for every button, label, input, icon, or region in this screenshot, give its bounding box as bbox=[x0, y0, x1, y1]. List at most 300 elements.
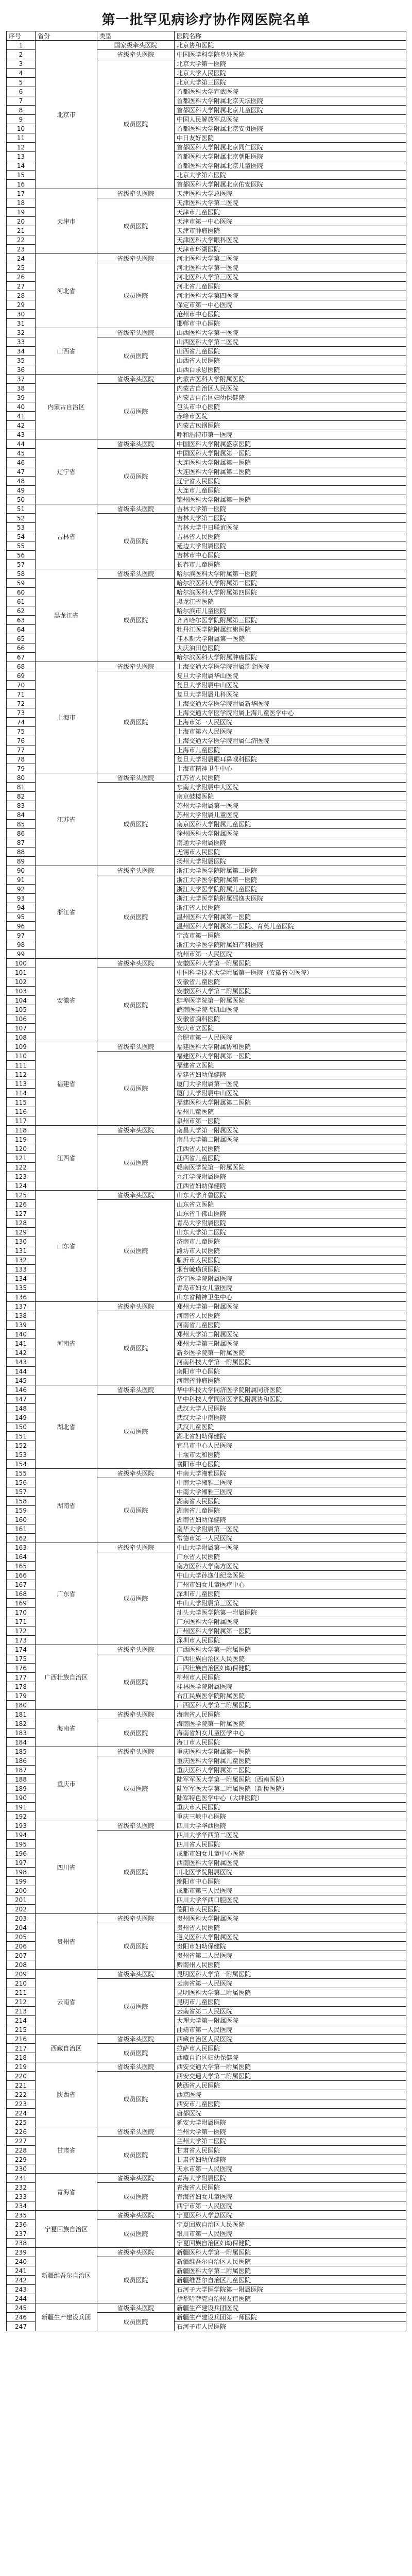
row-number: 242 bbox=[7, 2276, 36, 2285]
row-number: 127 bbox=[7, 1209, 36, 1218]
row-number: 202 bbox=[7, 1905, 36, 1914]
hospital-name-cell: 临沂市人民医院 bbox=[175, 1256, 406, 1265]
type-cell: 成员医院 bbox=[97, 1052, 175, 1126]
row-number: 161 bbox=[7, 1524, 36, 1534]
table-row bbox=[7, 2211, 406, 2220]
row-number: 9 bbox=[7, 115, 36, 124]
row-number: 170 bbox=[7, 1608, 36, 1617]
hospital-name-cell: 川北医学院附属医院 bbox=[175, 1868, 406, 1877]
row-number: 51 bbox=[7, 504, 36, 514]
hospital-name-cell: 上海交通大学医学院附属瑞金医院 bbox=[175, 662, 406, 671]
row-number: 107 bbox=[7, 1024, 36, 1033]
table-row bbox=[7, 254, 406, 263]
type-cell: 省级牵头医院 bbox=[97, 1914, 175, 1923]
hospital-name-cell: 曲靖市第一人民医院 bbox=[175, 2025, 406, 2035]
hospital-name-cell: 西安交通大学第二附属医院 bbox=[175, 2072, 406, 2081]
row-number: 99 bbox=[7, 950, 36, 959]
hospital-name-cell: 上海交通大学医学院附属新华医院 bbox=[175, 699, 406, 708]
table-row bbox=[7, 773, 406, 783]
hospital-name-cell: 宁夏回族自治区人民医院 bbox=[175, 2220, 406, 2229]
province-cell: 贵州省 bbox=[36, 1914, 97, 1970]
type-cell: 成员医院 bbox=[97, 2220, 175, 2248]
hospital-name-cell: 西安交通大学第一附属医院 bbox=[175, 2062, 406, 2072]
hospital-name-cell: 昆明医科大学第二附属医院 bbox=[175, 1988, 406, 1997]
row-number: 15 bbox=[7, 171, 36, 180]
table-row bbox=[7, 2062, 406, 2072]
row-number: 171 bbox=[7, 1617, 36, 1626]
row-number: 194 bbox=[7, 1831, 36, 1840]
row-number: 168 bbox=[7, 1589, 36, 1599]
row-number: 11 bbox=[7, 133, 36, 143]
row-number: 87 bbox=[7, 838, 36, 848]
hospital-name-cell: 内蒙古自治区妇幼保健院 bbox=[175, 393, 406, 402]
hospital-name-cell: 齐齐哈尔医学院附属第三医院 bbox=[175, 616, 406, 625]
province-cell: 宁夏回族自治区 bbox=[36, 2211, 97, 2248]
hospital-name-cell: 温州医科大学附属第一医院 bbox=[175, 912, 406, 922]
hospital-name-cell: 赤峰市医院 bbox=[175, 412, 406, 421]
hospital-name-cell: 中南大学湘雅二医院 bbox=[175, 1478, 406, 1487]
row-number: 5 bbox=[7, 78, 36, 87]
type-cell: 成员医院 bbox=[97, 2183, 175, 2211]
hospital-name-cell: 西藏自治区人民医院 bbox=[175, 2035, 406, 2044]
type-cell: 省级牵头医院 bbox=[97, 1191, 175, 1200]
hospital-name-cell: 福建医科大学附属第二医院 bbox=[175, 1098, 406, 1107]
hospital-name-cell: 天津市肿瘤医院 bbox=[175, 226, 406, 235]
row-number: 137 bbox=[7, 1302, 36, 1311]
row-number: 69 bbox=[7, 671, 36, 681]
row-number: 2 bbox=[7, 50, 36, 59]
hospital-name-cell: 大理大学第一附属医院 bbox=[175, 2016, 406, 2025]
row-number: 138 bbox=[7, 1311, 36, 1320]
hospital-name-cell: 河南省人民医院 bbox=[175, 1311, 406, 1320]
hospital-name-cell: 陆军军医大学第二附属医院（新桥医院） bbox=[175, 1784, 406, 1793]
row-number: 200 bbox=[7, 1886, 36, 1895]
type-cell: 省级牵头医院 bbox=[97, 189, 175, 198]
table-row bbox=[7, 569, 406, 579]
type-cell: 成员医院 bbox=[97, 59, 175, 189]
province-cell: 河北省 bbox=[36, 254, 97, 328]
row-number: 6 bbox=[7, 87, 36, 96]
hospital-name-cell: 山西医科大学第一医院 bbox=[175, 328, 406, 337]
row-number: 227 bbox=[7, 2137, 36, 2146]
hospital-name-cell: 江西省妇幼保健院 bbox=[175, 1181, 406, 1191]
hospital-name-cell: 桂林医学院附属医院 bbox=[175, 1682, 406, 1691]
hospital-name-cell: 上海市第六人民医院 bbox=[175, 727, 406, 736]
row-number: 12 bbox=[7, 143, 36, 152]
hospital-name-cell: 吉林大学第一医院 bbox=[175, 504, 406, 514]
province-cell: 江西省 bbox=[36, 1126, 97, 1191]
type-cell: 省级牵头医院 bbox=[97, 1747, 175, 1756]
row-number: 90 bbox=[7, 866, 36, 875]
hospital-name-cell: 中日友好医院 bbox=[175, 133, 406, 143]
hospital-name-cell: 苏州大学附属儿童医院 bbox=[175, 810, 406, 820]
province-cell: 甘肃省 bbox=[36, 2127, 97, 2174]
hospital-name-cell: 天津医科大学总医院 bbox=[175, 189, 406, 198]
row-number: 164 bbox=[7, 1552, 36, 1562]
hospital-name-cell: 沧州市中心医院 bbox=[175, 310, 406, 319]
row-number: 236 bbox=[7, 2220, 36, 2229]
row-number: 96 bbox=[7, 922, 36, 931]
row-number: 102 bbox=[7, 977, 36, 987]
row-number: 76 bbox=[7, 736, 36, 745]
page-title: 第一批罕见病诊疗协作网医院名单 bbox=[101, 12, 311, 28]
row-number: 184 bbox=[7, 1738, 36, 1747]
row-number: 243 bbox=[7, 2285, 36, 2294]
hospital-name-cell: 安徽省胸科医院 bbox=[175, 1014, 406, 1024]
table-row bbox=[7, 959, 406, 968]
row-number: 28 bbox=[7, 291, 36, 300]
row-number: 125 bbox=[7, 1191, 36, 1200]
table-row bbox=[7, 662, 406, 671]
row-number: 135 bbox=[7, 1283, 36, 1293]
hospital-name-cell: 十堰市太和医院 bbox=[175, 1450, 406, 1460]
row-number: 93 bbox=[7, 894, 36, 903]
table-row bbox=[7, 1645, 406, 1654]
hospital-name-cell: 右江民族医学院附属医院 bbox=[175, 1691, 406, 1701]
hospital-name-cell: 烟台毓璜顶医院 bbox=[175, 1265, 406, 1274]
hospital-name-cell: 山西白求恩医院 bbox=[175, 365, 406, 375]
province-cell: 山西省 bbox=[36, 328, 97, 375]
hospital-name-cell: 辽宁省人民医院 bbox=[175, 477, 406, 486]
hospital-name-cell: 苏州大学附属第一医院 bbox=[175, 801, 406, 810]
hospital-name-cell: 河北医科大学第二医院 bbox=[175, 254, 406, 263]
row-number: 98 bbox=[7, 940, 36, 950]
row-number: 3 bbox=[7, 59, 36, 69]
hospital-name-cell: 汕头大学医学院第一附属医院 bbox=[175, 1608, 406, 1617]
hospital-name-cell: 大连医科大学附属第二医院 bbox=[175, 467, 406, 477]
row-number: 139 bbox=[7, 1320, 36, 1330]
province-cell: 天津市 bbox=[36, 189, 97, 254]
row-number: 84 bbox=[7, 810, 36, 820]
table-row bbox=[7, 2303, 406, 2313]
row-number: 133 bbox=[7, 1265, 36, 1274]
header-row bbox=[7, 31, 406, 41]
row-number: 30 bbox=[7, 310, 36, 319]
hospital-name-cell: 襄阳市中心医院 bbox=[175, 1460, 406, 1469]
type-cell: 成员医院 bbox=[97, 2313, 175, 2331]
hospital-name-cell: 贵州省第二人民医院 bbox=[175, 1951, 406, 1960]
hospital-name-cell: 合肥市第一人民医院 bbox=[175, 1033, 406, 1042]
row-number: 201 bbox=[7, 1895, 36, 1905]
hospital-name-cell: 保定市第一中心医院 bbox=[175, 300, 406, 310]
hospital-name-cell: 浙江大学医学院附属第一医院 bbox=[175, 875, 406, 885]
type-cell: 成员医院 bbox=[97, 263, 175, 328]
hospital-name-cell: 南京医科大学附属儿童医院 bbox=[175, 820, 406, 829]
province-cell: 云南省 bbox=[36, 1970, 97, 2035]
hospital-name-cell: 邯郸市中心医院 bbox=[175, 319, 406, 328]
hospital-name-cell: 福建医科大学附属第一医院 bbox=[175, 1052, 406, 1061]
type-cell: 省级牵头医院 bbox=[97, 1970, 175, 1979]
hospital-name-cell: 四川大学华西医院 bbox=[175, 1821, 406, 1831]
type-cell: 省级牵头医院 bbox=[97, 1645, 175, 1654]
hospital-name-cell: 河南省肿瘤医院 bbox=[175, 1376, 406, 1385]
province-cell: 广东省 bbox=[36, 1543, 97, 1645]
row-number: 152 bbox=[7, 1441, 36, 1450]
hospital-name-cell: 甘肃省人民医院 bbox=[175, 2146, 406, 2155]
hospital-name-cell: 石河子市人民医院 bbox=[175, 2322, 406, 2331]
hospital-name-cell: 江西省人民医院 bbox=[175, 1144, 406, 1154]
roster-table-wrapper bbox=[6, 31, 406, 2331]
hospital-name-cell: 杭州市第一人民医院 bbox=[175, 950, 406, 959]
row-number: 111 bbox=[7, 1061, 36, 1070]
row-number: 220 bbox=[7, 2072, 36, 2081]
type-cell: 省级牵头医院 bbox=[97, 2303, 175, 2313]
hospital-name-cell: 大连医科大学附属第一医院 bbox=[175, 458, 406, 467]
hospital-name-cell: 西宁市第一人民医院 bbox=[175, 2201, 406, 2211]
row-number: 210 bbox=[7, 1979, 36, 1988]
hospital-name-cell: 石河子大学医学院第一附属医院 bbox=[175, 2285, 406, 2294]
row-number: 100 bbox=[7, 959, 36, 968]
row-number: 173 bbox=[7, 1636, 36, 1645]
header-hospital: 医院名称 bbox=[175, 31, 406, 41]
row-number: 19 bbox=[7, 208, 36, 217]
row-number: 56 bbox=[7, 551, 36, 560]
hospital-name-cell: 四川大学华西第二医院 bbox=[175, 1831, 406, 1840]
row-number: 237 bbox=[7, 2229, 36, 2239]
table-row bbox=[7, 1821, 406, 1831]
row-number: 131 bbox=[7, 1246, 36, 1256]
type-cell: 省级牵头医院 bbox=[97, 328, 175, 337]
table-row bbox=[7, 1042, 406, 1052]
hospital-name-cell: 新疆维吾尔自治区儿童医院 bbox=[175, 2276, 406, 2285]
hospital-name-cell: 中山大学附属第三医院 bbox=[175, 1599, 406, 1608]
province-cell: 内蒙古自治区 bbox=[36, 375, 97, 439]
hospital-name-cell: 广西壮族自治区妇幼保健院 bbox=[175, 1664, 406, 1673]
type-cell: 成员医院 bbox=[97, 1923, 175, 1970]
row-number: 85 bbox=[7, 820, 36, 829]
table-row bbox=[7, 1543, 406, 1552]
hospital-name-cell: 甘肃省妇幼保健院 bbox=[175, 2155, 406, 2164]
hospital-name-cell: 河北医科大学第三医院 bbox=[175, 273, 406, 282]
row-number: 45 bbox=[7, 449, 36, 458]
hospital-name-cell: 吉林省人民医院 bbox=[175, 532, 406, 541]
hospital-name-cell: 山东省千佛山医院 bbox=[175, 1209, 406, 1218]
hospital-name-cell: 延边大学附属医院 bbox=[175, 541, 406, 551]
row-number: 116 bbox=[7, 1107, 36, 1116]
row-number: 179 bbox=[7, 1691, 36, 1701]
row-number: 214 bbox=[7, 2016, 36, 2025]
hospital-name-cell: 广州市妇女儿童医疗中心 bbox=[175, 1580, 406, 1589]
row-number: 212 bbox=[7, 1997, 36, 2007]
hospital-name-cell: 北京大学人民医院 bbox=[175, 69, 406, 78]
row-number: 4 bbox=[7, 69, 36, 78]
hospital-name-cell: 蚌埠医学院第一附属医院 bbox=[175, 996, 406, 1005]
row-number: 112 bbox=[7, 1070, 36, 1079]
province-cell: 上海市 bbox=[36, 662, 97, 773]
table-row bbox=[7, 2174, 406, 2183]
row-number: 130 bbox=[7, 1237, 36, 1246]
hospital-name-cell: 重庆医科大学附属儿童医院 bbox=[175, 1756, 406, 1766]
type-cell: 省级牵头医院 bbox=[97, 1042, 175, 1052]
hospital-name-cell: 徐州医科大学附属医院 bbox=[175, 829, 406, 838]
row-number: 60 bbox=[7, 588, 36, 597]
row-number: 230 bbox=[7, 2164, 36, 2174]
hospital-name-cell: 天津市第一中心医院 bbox=[175, 217, 406, 226]
row-number: 123 bbox=[7, 1172, 36, 1181]
hospital-name-cell: 包头市中心医院 bbox=[175, 402, 406, 412]
hospital-name-cell: 天津医科大学眼科医院 bbox=[175, 235, 406, 245]
row-number: 24 bbox=[7, 254, 36, 263]
table-row bbox=[7, 1970, 406, 1979]
hospital-name-cell: 复旦大学附属华山医院 bbox=[175, 671, 406, 681]
table-row bbox=[7, 1191, 406, 1200]
hospital-name-cell: 湖南省儿童医院 bbox=[175, 1506, 406, 1515]
hospital-name-cell: 哈尔滨医科大学附属第四医院 bbox=[175, 588, 406, 597]
row-number: 122 bbox=[7, 1163, 36, 1172]
row-number: 149 bbox=[7, 1413, 36, 1422]
hospital-name-cell: 上海交通大学医学院附属仁济医院 bbox=[175, 736, 406, 745]
row-number: 81 bbox=[7, 783, 36, 792]
row-number: 151 bbox=[7, 1432, 36, 1441]
row-number: 247 bbox=[7, 2322, 36, 2331]
row-number: 159 bbox=[7, 1506, 36, 1515]
row-number: 234 bbox=[7, 2201, 36, 2211]
row-number: 207 bbox=[7, 1951, 36, 1960]
row-number: 31 bbox=[7, 319, 36, 328]
type-cell: 省级牵头医院 bbox=[97, 569, 175, 579]
row-number: 205 bbox=[7, 1933, 36, 1942]
hospital-name-cell: 呼和浩特市第一医院 bbox=[175, 430, 406, 439]
type-cell: 省级牵头医院 bbox=[97, 959, 175, 968]
hospital-name-cell: 浙江省人民医院 bbox=[175, 903, 406, 912]
province-cell: 辽宁省 bbox=[36, 439, 97, 504]
hospital-name-cell: 陆军特色医学中心（大坪医院） bbox=[175, 1793, 406, 1803]
row-number: 25 bbox=[7, 263, 36, 273]
row-number: 148 bbox=[7, 1404, 36, 1413]
row-number: 57 bbox=[7, 560, 36, 569]
row-number: 178 bbox=[7, 1682, 36, 1691]
row-number: 160 bbox=[7, 1515, 36, 1524]
row-number: 217 bbox=[7, 2044, 36, 2053]
row-number: 158 bbox=[7, 1497, 36, 1506]
hospital-name-cell: 济宁医学院附属医院 bbox=[175, 1274, 406, 1283]
row-number: 50 bbox=[7, 495, 36, 504]
row-number: 143 bbox=[7, 1358, 36, 1367]
row-number: 33 bbox=[7, 337, 36, 347]
hospital-name-cell: 河南省儿童医院 bbox=[175, 1320, 406, 1330]
row-number: 150 bbox=[7, 1422, 36, 1432]
province-cell: 青海省 bbox=[36, 2174, 97, 2211]
hospital-name-cell: 济南市儿童医院 bbox=[175, 1237, 406, 1246]
hospital-name-cell: 吉林大学中日联谊医院 bbox=[175, 523, 406, 532]
row-number: 62 bbox=[7, 606, 36, 616]
row-number: 47 bbox=[7, 467, 36, 477]
type-cell: 省级牵头医院 bbox=[97, 2035, 175, 2044]
hospital-name-cell: 河北医科大学第一医院 bbox=[175, 263, 406, 273]
row-number: 187 bbox=[7, 1766, 36, 1775]
hospital-name-cell: 华中科技大学同济医学院附属同济医院 bbox=[175, 1385, 406, 1395]
row-number: 34 bbox=[7, 347, 36, 356]
row-number: 71 bbox=[7, 690, 36, 699]
table-row bbox=[7, 41, 406, 50]
row-number: 232 bbox=[7, 2183, 36, 2192]
row-number: 233 bbox=[7, 2192, 36, 2201]
row-number: 114 bbox=[7, 1089, 36, 1098]
row-number: 165 bbox=[7, 1562, 36, 1571]
row-number: 241 bbox=[7, 2266, 36, 2276]
hospital-name-cell: 中国医科大学附属第一医院 bbox=[175, 449, 406, 458]
row-number: 7 bbox=[7, 96, 36, 106]
row-number: 14 bbox=[7, 161, 36, 171]
row-number: 129 bbox=[7, 1228, 36, 1237]
hospital-roster-table bbox=[6, 31, 406, 2331]
hospital-name-cell: 重庆医科大学附属第一医院 bbox=[175, 1747, 406, 1756]
hospital-name-cell: 首都医科大学附属北京天坛医院 bbox=[175, 96, 406, 106]
row-number: 104 bbox=[7, 996, 36, 1005]
table-row bbox=[7, 1469, 406, 1478]
hospital-name-cell: 青岛大学附属医院 bbox=[175, 1218, 406, 1228]
hospital-name-cell: 南昌大学第一附属医院 bbox=[175, 1126, 406, 1135]
row-number: 175 bbox=[7, 1654, 36, 1664]
province-cell: 河南省 bbox=[36, 1302, 97, 1385]
row-number: 134 bbox=[7, 1274, 36, 1283]
hospital-name-cell: 浙江大学医学院附属第二医院 bbox=[175, 866, 406, 875]
hospital-name-cell: 天津医科大学第二医院 bbox=[175, 198, 406, 208]
type-cell: 省级牵头医院 bbox=[97, 1302, 175, 1311]
province-cell: 湖北省 bbox=[36, 1385, 97, 1469]
hospital-name-cell: 福建省妇幼保健院 bbox=[175, 1070, 406, 1079]
hospital-name-cell: 无锡市人民医院 bbox=[175, 848, 406, 857]
hospital-name-cell: 海南医学院第一附属医院 bbox=[175, 1719, 406, 1728]
hospital-name-cell: 青岛市妇女儿童医院 bbox=[175, 1283, 406, 1293]
row-number: 196 bbox=[7, 1849, 36, 1858]
hospital-name-cell: 东南大学附属中大医院 bbox=[175, 783, 406, 792]
hospital-name-cell: 郑州大学第三附属医院 bbox=[175, 1339, 406, 1348]
hospital-name-cell: 华中科技大学同济医学院附属协和医院 bbox=[175, 1395, 406, 1404]
hospital-name-cell: 中国医科大学附属盛京医院 bbox=[175, 439, 406, 449]
row-number: 91 bbox=[7, 875, 36, 885]
row-number: 113 bbox=[7, 1079, 36, 1089]
row-number: 186 bbox=[7, 1756, 36, 1766]
row-number: 29 bbox=[7, 300, 36, 310]
hospital-name-cell: 昆明市儿童医院 bbox=[175, 1997, 406, 2007]
hospital-name-cell: 遵义医科大学附属医院 bbox=[175, 1933, 406, 1942]
row-number: 65 bbox=[7, 634, 36, 643]
hospital-name-cell: 新疆生产建设兵团医院 bbox=[175, 2303, 406, 2313]
row-number: 54 bbox=[7, 532, 36, 541]
row-number: 67 bbox=[7, 653, 36, 662]
hospital-name-cell: 皖南医学院弋矶山医院 bbox=[175, 1005, 406, 1014]
hospital-name-cell: 中国科学技术大学附属第一医院（安徽省立医院） bbox=[175, 968, 406, 977]
hospital-name-cell: 海口市人民医院 bbox=[175, 1738, 406, 1747]
row-number: 42 bbox=[7, 421, 36, 430]
hospital-name-cell: 哈尔滨市儿童医院 bbox=[175, 606, 406, 616]
hospital-name-cell: 新疆医科大学第一附属医院 bbox=[175, 2248, 406, 2257]
hospital-name-cell: 河北省儿童医院 bbox=[175, 282, 406, 291]
row-number: 238 bbox=[7, 2239, 36, 2248]
row-number: 36 bbox=[7, 365, 36, 375]
hospital-name-cell: 延安大学附属医院 bbox=[175, 2118, 406, 2127]
hospital-name-cell: 大庆油田总医院 bbox=[175, 643, 406, 653]
row-number: 124 bbox=[7, 1181, 36, 1191]
hospital-name-cell: 深圳市儿童医院 bbox=[175, 1589, 406, 1599]
row-number: 52 bbox=[7, 514, 36, 523]
type-cell: 成员医院 bbox=[97, 1311, 175, 1385]
hospital-name-cell: 首都医科大学宣武医院 bbox=[175, 87, 406, 96]
hospital-name-cell: 湖北省妇幼保健院 bbox=[175, 1432, 406, 1441]
province-cell: 北京市 bbox=[36, 41, 97, 189]
hospital-name-cell: 青海大学附属医院 bbox=[175, 2174, 406, 2183]
hospital-name-cell: 广东省人民医院 bbox=[175, 1552, 406, 1562]
hospital-name-cell: 安徽医科大学第一附属医院 bbox=[175, 959, 406, 968]
row-number: 17 bbox=[7, 189, 36, 198]
row-number: 35 bbox=[7, 356, 36, 365]
hospital-name-cell: 西京医院 bbox=[175, 2090, 406, 2099]
row-number: 94 bbox=[7, 903, 36, 912]
hospital-name-cell: 温州医科大学附属第二医院、育英儿童医院 bbox=[175, 922, 406, 931]
province-cell: 江苏省 bbox=[36, 773, 97, 866]
hospital-name-cell: 江苏省人民医院 bbox=[175, 773, 406, 783]
